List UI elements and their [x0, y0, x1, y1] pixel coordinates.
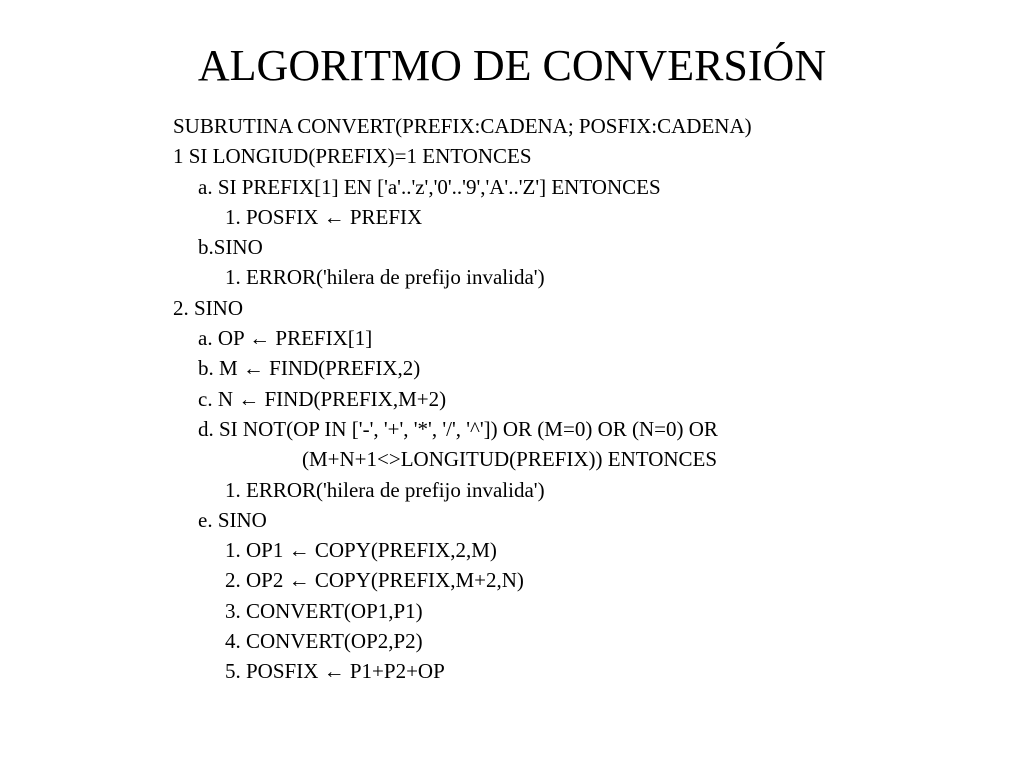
code-line: 2. OP2 ← COPY(PREFIX,M+2,N) [225, 568, 524, 593]
code-line: 1. POSFIX ← PREFIX [225, 204, 423, 229]
code-line: (M+N+1<>LONGITUD(PREFIX)) ENTONCES [302, 447, 718, 472]
code-line: a. SI PREFIX[1] EN ['a'..'z','0'..'9','A'..'Z'] ENTONCES [198, 174, 661, 199]
code-line: b.SINO [198, 235, 263, 260]
code-line: b. M ← FIND(PREFIX,2) [198, 356, 421, 381]
code-line: 4. CONVERT(OP2,P2) [225, 629, 423, 654]
slide-title: ALGORITMO DE CONVERSIÓN [197, 41, 827, 90]
code-line: c. N ← FIND(PREFIX,M+2) [198, 386, 447, 411]
code-line: 2. SINO [173, 295, 244, 320]
pseudocode-block [173, 111, 752, 687]
code-line: 1. ERROR('hilera de prefijo invalida') [225, 265, 545, 290]
code-line: 1. ERROR('hilera de prefijo invalida') [225, 477, 545, 502]
code-line: a. OP ← PREFIX[1] [198, 326, 373, 351]
code-line: SUBRUTINA CONVERT(PREFIX:CADENA; POSFIX:CADENA) [173, 114, 752, 138]
code-line: 1. OP1 ← COPY(PREFIX,2,M) [225, 538, 497, 563]
code-line: d. SI NOT(OP IN ['-', '+', '*', '/', '^']) OR (M=0) OR (N=0) OR [198, 416, 718, 441]
code-line: 1 SI LONGIUD(PREFIX)=1 ENTONCES [173, 144, 532, 169]
code-line: e. SINO [198, 507, 267, 532]
code-line: 5. POSFIX ← P1+P2+OP [225, 659, 445, 684]
code-line: 3. CONVERT(OP1,P1) [225, 598, 423, 623]
